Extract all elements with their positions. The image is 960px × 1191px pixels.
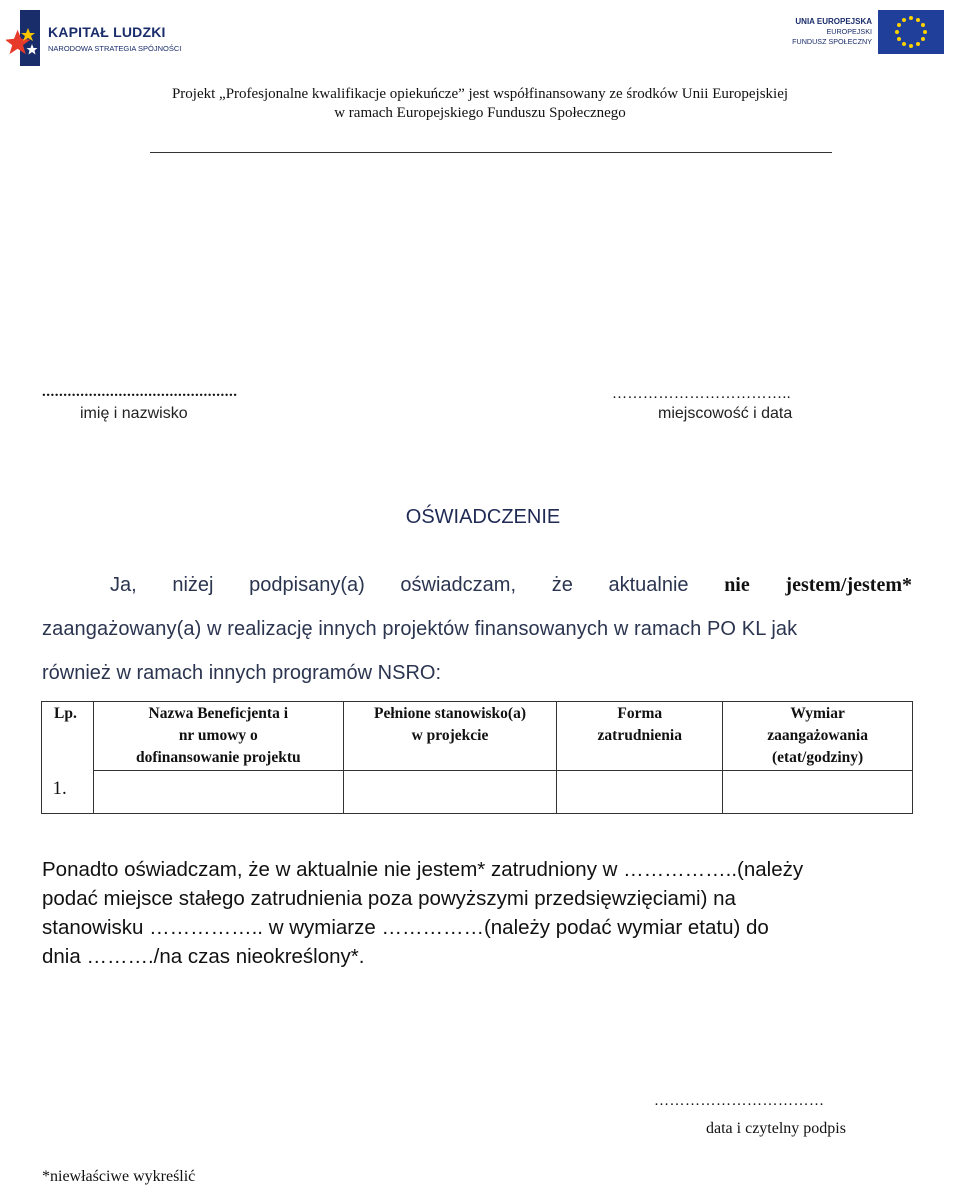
kapital-ludzki-name: KAPITAŁ LUDZKI bbox=[48, 24, 166, 40]
cell-stanowisko bbox=[343, 770, 557, 813]
employment-line1: Ponadto oświadczam, że w aktualnie nie jestem* zatrudniony w ……………..(należy bbox=[42, 858, 804, 881]
declaration-line2: zaangażowany(a) w realizację innych projektów finansowanych w ramach PO KL jak bbox=[42, 618, 798, 640]
place-date-label: miejscowość i data bbox=[658, 405, 793, 422]
employment-paragraph bbox=[42, 858, 912, 978]
eu-flag-icon bbox=[878, 10, 944, 54]
declaration-paragraph bbox=[42, 574, 912, 684]
signature-dots: …………………………… bbox=[654, 1093, 825, 1109]
header-stanowisko: Pełnione stanowisko(a) w projekcie bbox=[343, 702, 557, 771]
header-forma: Forma zatrudnienia bbox=[557, 702, 723, 771]
declaration-line3: również w ramach innych programów NSRO: bbox=[42, 662, 442, 684]
cell-wymiar bbox=[723, 770, 913, 813]
eu-logo-line3: FUNDUSZ SPOŁECZNY bbox=[792, 37, 872, 46]
signature-label: data i czytelny podpis bbox=[706, 1120, 846, 1137]
header-beneficjent: Nazwa Beneficjenta i nr umowy o dofinansowanie projektu bbox=[93, 702, 343, 771]
cell-forma bbox=[557, 770, 723, 813]
header-divider bbox=[150, 152, 832, 153]
eu-logo-line1: UNIA EUROPEJSKA bbox=[795, 17, 872, 26]
employment-line3: stanowisku …………….. w wymiarze ……………(należy podać wymiar etatu) do bbox=[42, 916, 769, 939]
header-lp: Lp. 1. bbox=[42, 702, 94, 814]
employment-line4: dnia ………./na czas nieokreślony*. bbox=[42, 945, 365, 968]
name-field-dots: .............................................. bbox=[42, 384, 238, 400]
footnote: *niewłaściwe wykreślić bbox=[42, 1168, 196, 1185]
kapital-ludzki-star-icon bbox=[6, 10, 42, 66]
table-row bbox=[42, 770, 913, 813]
declaration-bold-jestem: jestem/jestem* bbox=[785, 574, 912, 596]
kapital-ludzki-subtitle: NARODOWA STRATEGIA SPÓJNOŚCI bbox=[48, 44, 182, 53]
document-title: OŚWIADCZENIE bbox=[405, 506, 561, 528]
cell-beneficjent bbox=[93, 770, 343, 813]
kapital-ludzki-logo bbox=[6, 10, 182, 68]
employment-line2: podać miejsce stałego zatrudnienia poza powyższymi przedsięwzięciami) na bbox=[42, 887, 736, 910]
declaration-line1: Ja, niżej podpisany(a) oświadczam, że aktualnie nie jestem/jestem* bbox=[110, 574, 912, 596]
projects-table bbox=[41, 701, 913, 814]
table-header-row bbox=[42, 702, 913, 771]
row-number: 1. bbox=[52, 777, 67, 799]
eu-efs-logo bbox=[780, 10, 946, 58]
name-field-label: imię i nazwisko bbox=[80, 405, 188, 422]
declaration-bold-nie: nie bbox=[724, 574, 750, 596]
header-wymiar: Wymiar zaangażowania (etat/godziny) bbox=[723, 702, 913, 771]
project-header-line1: Projekt „Profesjonalne kwalifikacje opiekuńcze” jest współfinansowany ze środków Unii Europejskiej bbox=[171, 86, 789, 102]
place-date-dots: …………………………….. bbox=[612, 386, 791, 402]
project-header-line2: w ramach Europejskiego Funduszu Społecznego bbox=[334, 105, 626, 121]
eu-logo-line2: EUROPEJSKI bbox=[826, 27, 872, 36]
